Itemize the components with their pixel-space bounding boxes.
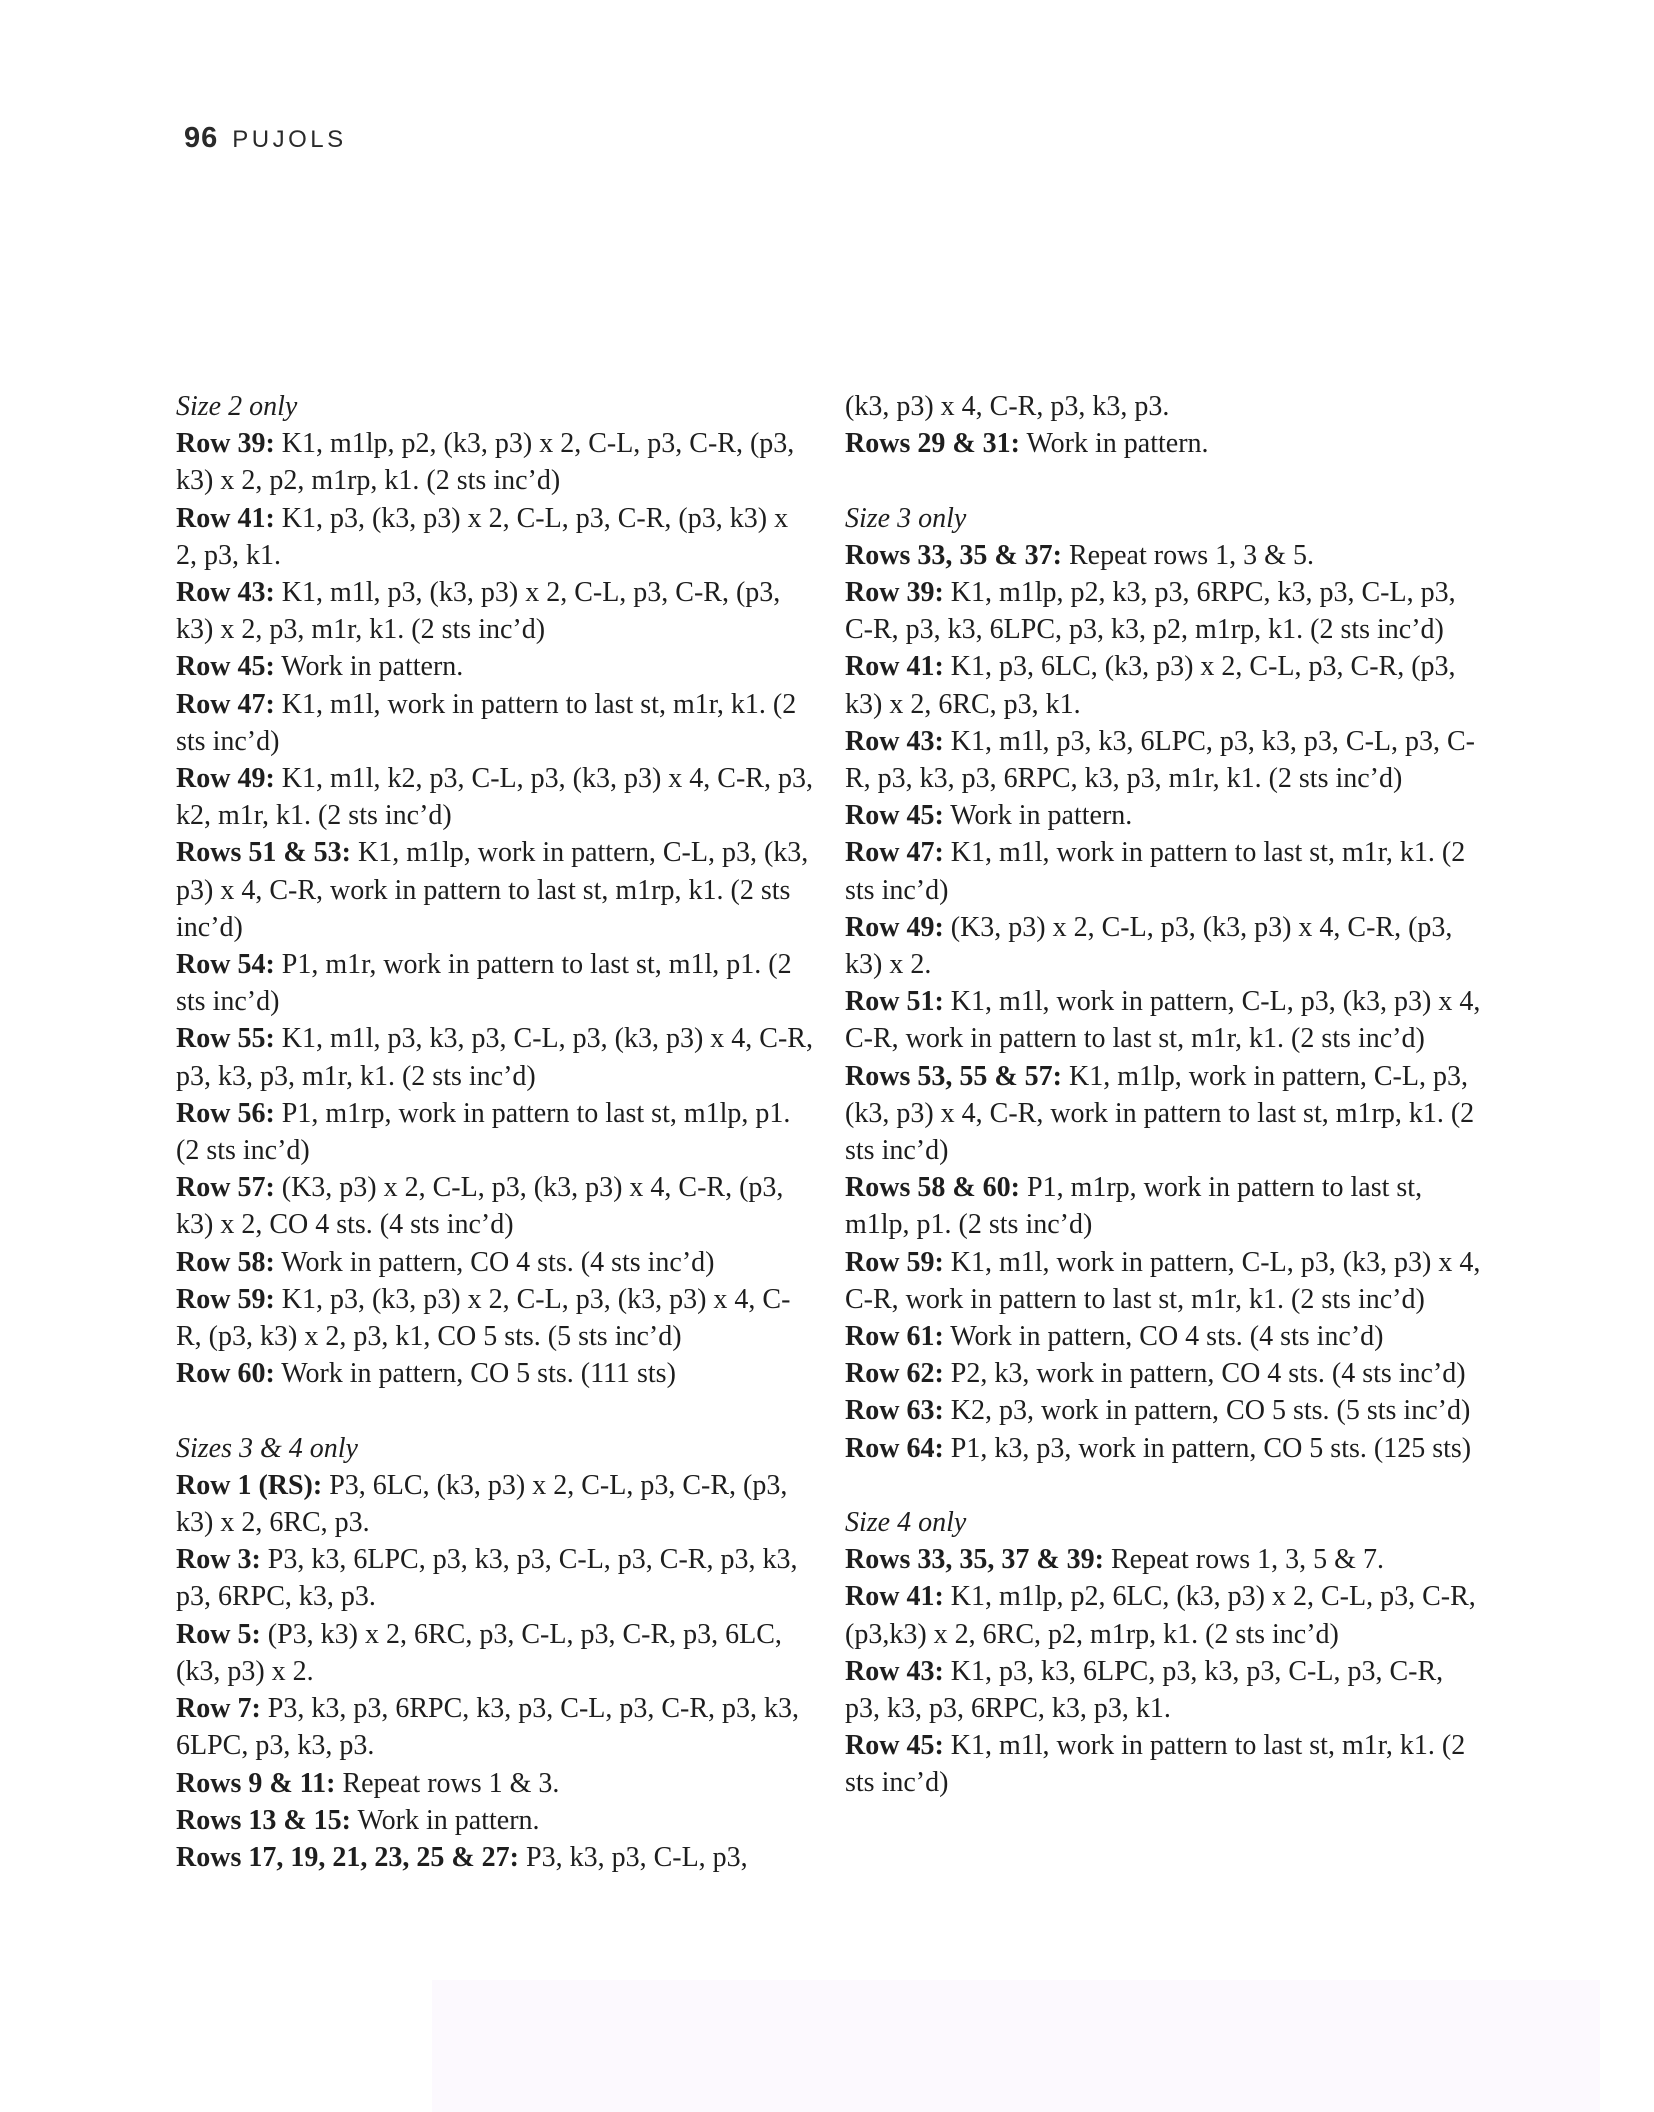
running-head	[184, 122, 347, 155]
row-label: Row 60:	[176, 1358, 275, 1390]
row-text: P1, m1rp, work in pattern to last st, m1lp, p1. (2 sts inc’d)	[176, 1097, 791, 1167]
left-column	[176, 388, 816, 1876]
row-instruction	[176, 425, 816, 499]
row-text: (K3, p3) x 2, C-L, p3, (k3, p3) x 4, C-R, (p3, k3) x 2.	[845, 911, 1453, 981]
row-text: K1, m1l, p3, k3, p3, C-L, p3, (k3, p3) x 4, C-R, p3, k3, p3, m1r, k1. (2 sts inc’d)	[176, 1023, 813, 1092]
row-text: K1, p3, (k3, p3) x 2, C-L, p3, (k3, p3) x 4, C-R, (p3, k3) x 2, p3, k1, CO 5 sts. (5 sts inc’d)	[176, 1283, 791, 1353]
row-label: Row 49:	[845, 911, 944, 943]
row-text: Work in pattern.	[274, 651, 464, 683]
row-text: K1, m1l, work in pattern to last st, m1r, k1. (2 sts inc’d)	[845, 837, 1466, 906]
row-label: Rows 9 & 11:	[176, 1767, 336, 1799]
row-text: P3, k3, 6LPC, p3, k3, p3, C-L, p3, C-R, p3, k3, p3, 6RPC, k3, p3.	[176, 1544, 798, 1613]
row-text: P3, k3, p3, C-L, p3,	[519, 1841, 748, 1873]
row-instruction	[845, 834, 1485, 908]
row-text: Repeat rows 1, 3 & 5.	[1062, 539, 1314, 571]
row-instruction	[176, 946, 816, 1020]
row-text: K1, m1l, work in pattern, C-L, p3, (k3, p3) x 4, C-R, work in pattern to last st, m1r, k1. (2 sts inc’d)	[845, 986, 1481, 1055]
corner-panel	[432, 1980, 1600, 2112]
section-gap	[176, 1392, 816, 1429]
row-label: Row 7:	[176, 1693, 261, 1725]
row-instruction	[845, 1355, 1485, 1392]
row-instruction	[176, 1690, 816, 1764]
row-instruction	[176, 1839, 816, 1876]
row-text: P2, k3, work in pattern, CO 4 sts. (4 sts inc’d)	[943, 1358, 1466, 1390]
row-text: Repeat rows 1, 3, 5 & 7.	[1104, 1544, 1384, 1576]
row-instruction	[176, 1281, 816, 1355]
row-text: K1, p3, (k3, p3) x 2, C-L, p3, C-R, (p3, k3) x 2, p3, k1.	[176, 502, 789, 571]
row-text: K1, m1lp, p2, k3, p3, 6RPC, k3, p3, C-L, p3, C-R, p3, k3, 6LPC, p3, k3, p2, m1rp, k1. (2 sts inc’d)	[845, 577, 1456, 646]
row-label: Row 41:	[176, 502, 275, 534]
row-text: Repeat rows 1 & 3.	[335, 1767, 560, 1799]
row-instruction	[845, 388, 1485, 425]
row-text: K1, p3, 6LC, (k3, p3) x 2, C-L, p3, C-R, (p3, k3) x 2, 6RC, p3, k1.	[845, 651, 1456, 720]
row-label: Row 54:	[176, 949, 275, 981]
row-label: Row 47:	[176, 688, 275, 720]
row-text: K1, m1l, p3, k3, 6LPC, p3, k3, p3, C-L, p3, C-R, p3, k3, p3, 6RPC, k3, p3, m1r, k1. (2 sts inc’d)	[845, 725, 1475, 795]
row-label: Row 62:	[845, 1358, 944, 1390]
row-instruction	[176, 1244, 816, 1281]
row-instruction	[176, 648, 816, 685]
row-text: Work in pattern.	[351, 1804, 540, 1836]
row-instruction	[176, 1020, 816, 1094]
row-label: Row 45:	[845, 800, 944, 832]
row-instruction	[845, 1058, 1485, 1170]
row-label: Rows 53, 55 & 57:	[845, 1060, 1062, 1092]
row-label: Rows 13 & 15:	[176, 1804, 351, 1836]
row-instruction	[845, 1541, 1485, 1578]
row-text: P3, k3, p3, 6RPC, k3, p3, C-L, p3, C-R, p3, k3, 6LPC, p3, k3, p3.	[176, 1693, 800, 1762]
row-label: Row 41:	[845, 1581, 944, 1613]
row-text: Work in pattern, CO 4 sts. (4 sts inc’d)	[274, 1246, 715, 1278]
row-text: K1, p3, k3, 6LPC, p3, k3, p3, C-L, p3, C-R, p3, k3, p3, 6RPC, k3, p3, k1.	[845, 1655, 1444, 1725]
row-text: K1, m1l, k2, p3, C-L, p3, (k3, p3) x 4, C-R, p3, k2, m1r, k1. (2 sts inc’d)	[176, 763, 813, 832]
row-label: Row 55:	[176, 1023, 275, 1055]
row-text: Work in pattern, CO 5 sts. (111 sts)	[274, 1358, 676, 1390]
row-instruction	[845, 537, 1485, 574]
size-heading: Size 4 only	[845, 1507, 967, 1539]
page-number: 96	[184, 122, 219, 154]
row-text: P3, 6LC, (k3, p3) x 2, C-L, p3, C-R, (p3, k3) x 2, 6RC, p3.	[176, 1469, 788, 1539]
row-label: Row 59:	[176, 1283, 275, 1315]
row-label: Row 63:	[845, 1395, 944, 1427]
row-text: K1, m1l, work in pattern to last st, m1r, k1. (2 sts inc’d)	[845, 1730, 1466, 1799]
row-label: Row 45:	[176, 651, 275, 683]
row-text: P1, m1rp, work in pattern to last st, m1lp, p1. (2 sts inc’d)	[845, 1172, 1423, 1241]
row-instruction	[845, 1244, 1485, 1318]
row-text: K1, m1lp, p2, 6LC, (k3, p3) x 2, C-L, p3, C-R, (p3,k3) x 2, 6RC, p2, m1rp, k1. (2 sts inc’d)	[845, 1581, 1476, 1650]
book-title: PUJOLS	[232, 126, 347, 153]
row-label: Row 57:	[176, 1172, 275, 1204]
row-instruction	[176, 760, 816, 834]
section-gap	[845, 1467, 1485, 1504]
section-gap	[845, 462, 1485, 499]
row-instruction	[176, 500, 816, 574]
row-label: Rows 33, 35, 37 & 39:	[845, 1544, 1104, 1576]
row-instruction	[176, 834, 816, 946]
row-label: Rows 29 & 31:	[845, 428, 1020, 460]
row-label: Row 58:	[176, 1246, 275, 1278]
row-instruction	[845, 909, 1485, 983]
row-label: Row 64:	[845, 1432, 944, 1464]
row-instruction	[845, 983, 1485, 1057]
row-text: P1, m1r, work in pattern to last st, m1l, p1. (2 sts inc’d)	[176, 949, 792, 1018]
row-text: Work in pattern.	[1020, 428, 1209, 460]
row-label: Row 3:	[176, 1544, 261, 1576]
row-label: Row 43:	[845, 1655, 944, 1687]
row-instruction	[176, 1095, 816, 1169]
row-label: Row 1 (RS):	[176, 1469, 323, 1501]
row-instruction	[176, 1765, 816, 1802]
row-text: K1, m1lp, work in pattern, C-L, p3, (k3, p3) x 4, C-R, work in pattern to last st, m1rp, k1. (2 sts inc’d)	[176, 837, 809, 943]
size-heading: Sizes 3 & 4 only	[176, 1432, 358, 1464]
row-instruction	[845, 797, 1485, 834]
row-instruction	[176, 1616, 816, 1690]
row-label: Row 41:	[845, 651, 944, 683]
row-text: Work in pattern, CO 4 sts. (4 sts inc’d)	[943, 1321, 1384, 1353]
row-instruction	[845, 574, 1485, 648]
size-heading: Size 2 only	[176, 391, 298, 422]
row-instruction	[845, 425, 1485, 462]
row-instruction	[176, 686, 816, 760]
row-instruction	[176, 1541, 816, 1615]
row-text: (P3, k3) x 2, 6RC, p3, C-L, p3, C-R, p3, 6LC, (k3, p3) x 2.	[176, 1618, 782, 1687]
row-label: Row 39:	[176, 428, 275, 460]
row-text: (k3, p3) x 4, C-R, p3, k3, p3.	[845, 391, 1170, 422]
row-label: Row 51:	[845, 986, 944, 1018]
row-label: Rows 33, 35 & 37:	[845, 539, 1062, 571]
row-label: Row 43:	[845, 725, 944, 757]
size-heading: Size 3 only	[845, 502, 967, 534]
row-label: Row 49:	[176, 763, 275, 795]
row-instruction	[845, 1727, 1485, 1801]
row-label: Row 47:	[845, 837, 944, 869]
row-label: Rows 51 & 53:	[176, 837, 351, 869]
row-text: K1, m1lp, p2, (k3, p3) x 2, C-L, p3, C-R, (p3, k3) x 2, p2, m1rp, k1. (2 sts inc’d)	[176, 428, 795, 497]
row-instruction	[845, 1653, 1485, 1727]
row-instruction	[176, 574, 816, 648]
row-instruction	[176, 1355, 816, 1392]
row-text: P1, k3, p3, work in pattern, CO 5 sts. (125 sts)	[943, 1432, 1472, 1464]
right-column	[845, 388, 1485, 1802]
row-text: K1, m1l, work in pattern to last st, m1r, k1. (2 sts inc’d)	[176, 688, 797, 757]
row-text: K1, m1l, work in pattern, C-L, p3, (k3, p3) x 4, C-R, work in pattern to last st, m1r, k1. (2 sts inc’d)	[845, 1246, 1481, 1315]
row-text: K2, p3, work in pattern, CO 5 sts. (5 sts inc’d)	[943, 1395, 1471, 1427]
row-instruction	[845, 1169, 1485, 1243]
row-text: (K3, p3) x 2, C-L, p3, (k3, p3) x 4, C-R, (p3, k3) x 2, CO 4 sts. (4 sts inc’d)	[176, 1172, 784, 1241]
row-label: Row 45:	[845, 1730, 944, 1762]
row-label: Rows 17, 19, 21, 23, 25 & 27:	[176, 1841, 519, 1873]
row-instruction	[176, 1802, 816, 1839]
row-label: Row 39:	[845, 577, 944, 608]
row-label: Row 43:	[176, 577, 275, 609]
row-instruction	[845, 1578, 1485, 1652]
row-instruction	[845, 1430, 1485, 1467]
row-text: K1, m1l, p3, (k3, p3) x 2, C-L, p3, C-R, (p3, k3) x 2, p3, m1r, k1. (2 sts inc’d)	[176, 577, 781, 646]
row-label: Row 61:	[845, 1321, 944, 1353]
row-instruction	[845, 723, 1485, 797]
row-instruction	[176, 1467, 816, 1541]
row-label: Rows 58 & 60:	[845, 1172, 1020, 1204]
row-instruction	[845, 648, 1485, 722]
row-text: Work in pattern.	[943, 800, 1133, 832]
row-instruction	[845, 1318, 1485, 1355]
row-label: Row 56:	[176, 1097, 275, 1129]
row-text: K1, m1lp, work in pattern, C-L, p3, (k3, p3) x 4, C-R, work in pattern to last st, m1rp, k1. (2 sts inc’d)	[845, 1060, 1475, 1167]
row-instruction	[176, 1169, 816, 1243]
row-label: Row 59:	[845, 1246, 944, 1278]
row-instruction	[845, 1392, 1485, 1429]
row-label: Row 5:	[176, 1618, 261, 1650]
